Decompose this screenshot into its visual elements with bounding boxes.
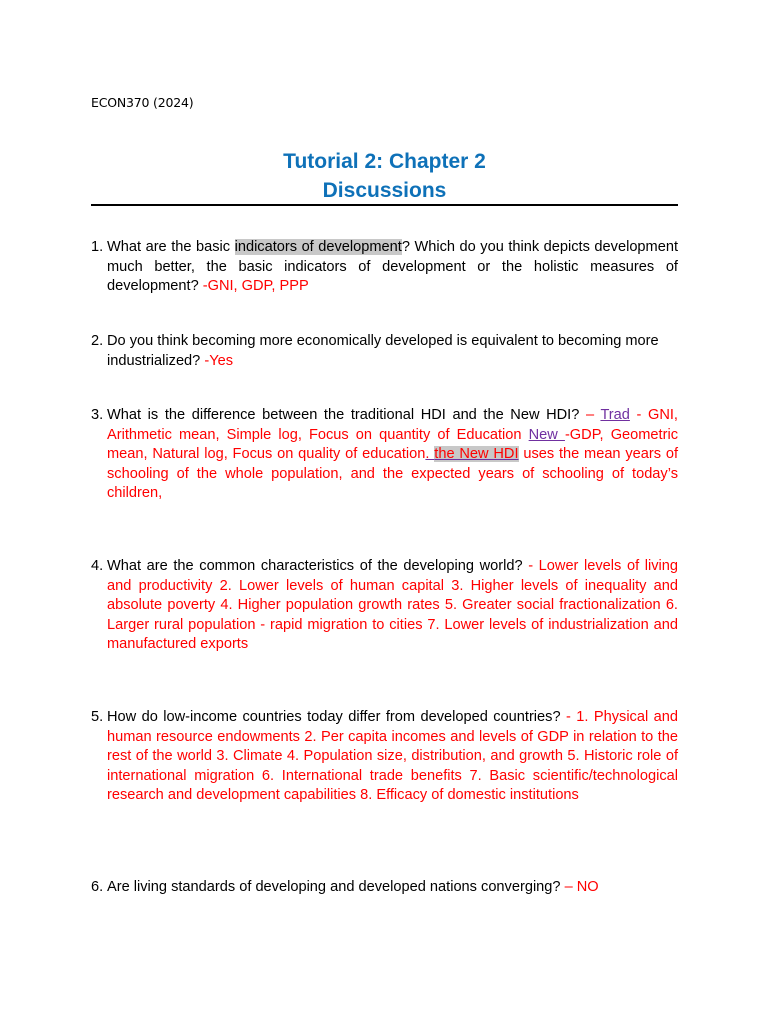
question-6	[91, 878, 678, 898]
question-number: 6.	[91, 879, 104, 895]
answer-text: -GNI, GDP, PPP	[202, 278, 309, 295]
question-number: 5.	[91, 709, 104, 725]
question-body: How do low-income countries today differ from developed countries?	[107, 709, 566, 725]
page-title	[91, 147, 678, 205]
new-link[interactable]: New	[528, 426, 565, 443]
question-5	[91, 708, 678, 806]
answer-text: - GNI, Arithmetic mean, Simple log, Focus on quantity of Education	[107, 407, 678, 443]
highlighted-term: indicators of development	[234, 239, 402, 255]
question-number: 2.	[91, 333, 104, 349]
answer-text: - Lower levels of living and productivity 2. Lower levels of human capital 3. Higher levels of inequality and absolute poverty 4. Higher population growth rates 5. Greater social fractionalization 6. Larger rural population - rapid migration to cities 7. Lower levels of industrialization and manufactured exports	[107, 558, 678, 653]
title-line-2: Discussions	[322, 179, 447, 202]
question-body: Are living standards of developing and developed nations converging?	[107, 879, 565, 895]
question-number: 1.	[91, 239, 104, 255]
question-body: Do you think becoming more economically developed is equivalent to becoming more industrialized?	[107, 333, 659, 369]
answer-text: -GDP, Geometric mean, Natural log, Focus on quality of education	[107, 426, 679, 463]
answer-dash: –	[585, 407, 601, 423]
question-1	[91, 238, 678, 297]
question-text	[107, 332, 678, 371]
answer-separator: .	[425, 446, 435, 463]
course-code: ECON370 (2024)	[91, 95, 194, 110]
title-line-1: Tutorial 2: Chapter 2	[283, 150, 486, 173]
answer-text: -Yes	[204, 352, 234, 369]
answer-text: - 1. Physical and human resource endowments 2. Per capita incomes and levels of GDP in relation to the rest of the world 3. Climate 4. Population size, distribution, and growth 5. Historic role of international migration 6. International trade benefits 7. Basic scientific/technological research and development capabilities 8. Efficacy of domestic institutions	[107, 709, 678, 804]
question-text	[107, 557, 678, 655]
answer-text: – NO	[564, 879, 599, 895]
question-text-start: What are the basic	[107, 239, 235, 255]
question-text	[107, 878, 678, 898]
answer-text: uses the mean years of schooling of the whole population, and the expected years of schooling of today’s children,	[107, 446, 679, 502]
question-text	[107, 406, 678, 504]
question-text	[107, 238, 678, 297]
question-body: What is the difference between the traditional HDI and the New HDI?	[107, 407, 586, 423]
new-hdi-highlight[interactable]: the New HDI	[434, 446, 519, 463]
trad-link[interactable]: Trad	[600, 407, 630, 423]
title-divider	[91, 204, 678, 206]
question-number: 4.	[91, 558, 104, 574]
question-4	[91, 557, 678, 655]
question-text	[107, 708, 678, 806]
question-2	[91, 332, 678, 371]
question-body: What are the common characteristics of the developing world?	[107, 558, 529, 574]
question-text-end: ? Which do you think depicts development much better, the basic indicators of development or the holistic measures of development?	[107, 239, 678, 295]
question-number: 3.	[91, 407, 104, 423]
question-3	[91, 406, 678, 504]
